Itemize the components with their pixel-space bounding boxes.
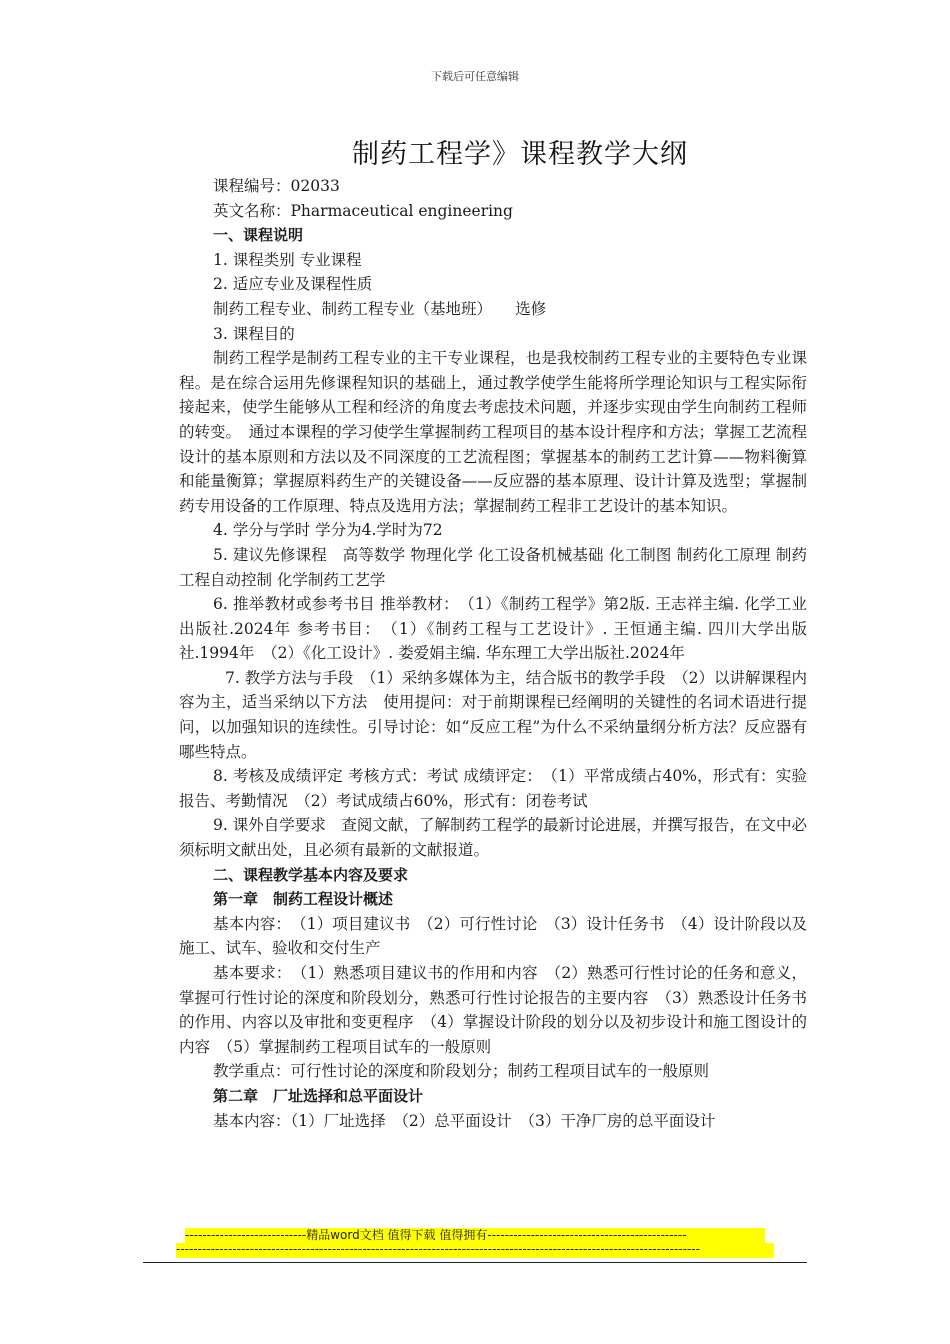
chapter-1-heading: 第一章 制药工程设计概述: [213, 890, 394, 909]
item-applicable-majors: 2. 适应专业及课程性质: [213, 275, 373, 294]
chapter-1-content: 基本内容： （1）项目建议书 （2）可行性讨论 （3）设计任务书 （4）设计阶段以及施工、试车、验收和交付生产: [179, 914, 807, 958]
item-textbooks: 6. 推举教材或参考书目 推举教材： （1）《制药工程学》第2版. 王志祥主编. 化学工业出版社.2024年 参考书目： （1）《制药工程与工艺设计》. 王恒通主编. 四川大学出版社.1994年 （2）《化工设计》. 娄爱娟主编. 华东理工大学出版社.2024年: [179, 595, 807, 663]
chapter-1-requirements: 基本要求： （1）熟悉项目建议书的作用和内容 （2）熟悉可行性讨论的任务和意义，掌握可行性讨论的深度和阶段划分，熟悉可行性讨论报告的主要内容 （3）熟悉设计任务书的作用、内容以及审批和变更程序 （4）掌握设计阶段的划分以及初步设计和施工图设计的内容 （5）掌握制药工程项目试车的一般原则: [179, 964, 807, 1056]
item-course-category: 1. 课程类别 专业课程: [213, 250, 362, 269]
item-course-purpose: 3. 课程目的: [213, 324, 295, 343]
document-title: 制药工程学》课程教学大纲: [352, 139, 688, 170]
course-purpose-paragraph: 制药工程学是制药工程专业的主干专业课程，也是我校制药工程专业的主要特色专业课程。是在综合运用先修课程知识的基础上，通过教学使学生能将所学理论知识与工程实际衔接起来，使学生能够从工程和经济的角度去考虑技术问题，并逐步实现由学生向制药工程师的转变。 通过本课程的学习使学生掌握制药工程项目的基本设计程序和方法；掌握工艺流程设计的基本原则和方法以及不同深度的工艺流程图；掌握基本的制药工艺计算——物料衡算和能量衡算；掌握原料药生产的关键设备——反应器的基本原理、设计计算及选型；掌握制药专用设备的工作原理、特点及选用方法；掌握制药工程非工艺设计的基本知识。: [179, 349, 807, 515]
item-self-study: 9. 课外自学要求 查阅文献，了解制药工程学的最新讨论进展，并撰写报告，在文中必须标明文献出处，且必须有最新的文献报道。: [179, 816, 807, 860]
section-heading-teaching-content: 二、课程教学基本内容及要求: [213, 865, 409, 884]
item-assessment: 8. 考核及成绩评定 考核方式：考试 成绩评定： （1）平常成绩占40%，形式有：实验报告、考勤情况 （2）考试成绩占60%，形式有：闭卷考试: [179, 767, 807, 810]
footer-divider: [143, 1262, 807, 1263]
header-note: 下载后可任意编辑: [431, 70, 519, 83]
chapter-1-key-points: 教学重点：可行性讨论的深度和阶段划分；制药工程项目试车的一般原则: [213, 1062, 710, 1081]
course-code: 课程编号：02033: [213, 177, 340, 195]
footer-dashes: -------------------------------------------------------------------------------------------------------------------------: [176, 1243, 774, 1258]
item-prerequisites: 5. 建议先修课程 高等数学 物理化学 化工设备机械基础 化工制图 制药化工原理 制药工程自动控制 化学制药工艺学: [179, 545, 807, 589]
item-teaching-methods: 7. 教学方法与手段 （1）采纳多媒体为主，结合版书的教学手段 （2）以讲解课程内容为主，适当采纳以下方法 使用提问：对于前期课程已经阐明的关键性的名词术语进行提问，以加强知识的连续性。引导讨论：如“反应工程”为什么不采纳量纲分析方法？反应器有哪些特点。: [179, 668, 807, 761]
document-body: [179, 174, 807, 1133]
item-credits-hours: 4. 学分与学时 学分为4.学时为72: [213, 521, 443, 540]
item-applicable-majors-detail: 制药工程专业、制药工程专业（基地班） 选修: [213, 299, 547, 318]
chapter-2-heading: 第二章 厂址选择和总平面设计: [213, 1086, 424, 1105]
section-heading-course-description: 一、课程说明: [213, 226, 304, 245]
english-name: 英文名称：Pharmaceutical engineering: [213, 201, 513, 220]
footer-banner: ----------------------------精品word文档 值得下载 值得拥有----------------------------------------------: [185, 1228, 765, 1243]
chapter-2-content: 基本内容：（1）厂址选择 （2）总平面设计 （3）干净厂房的总平面设计: [213, 1111, 716, 1130]
